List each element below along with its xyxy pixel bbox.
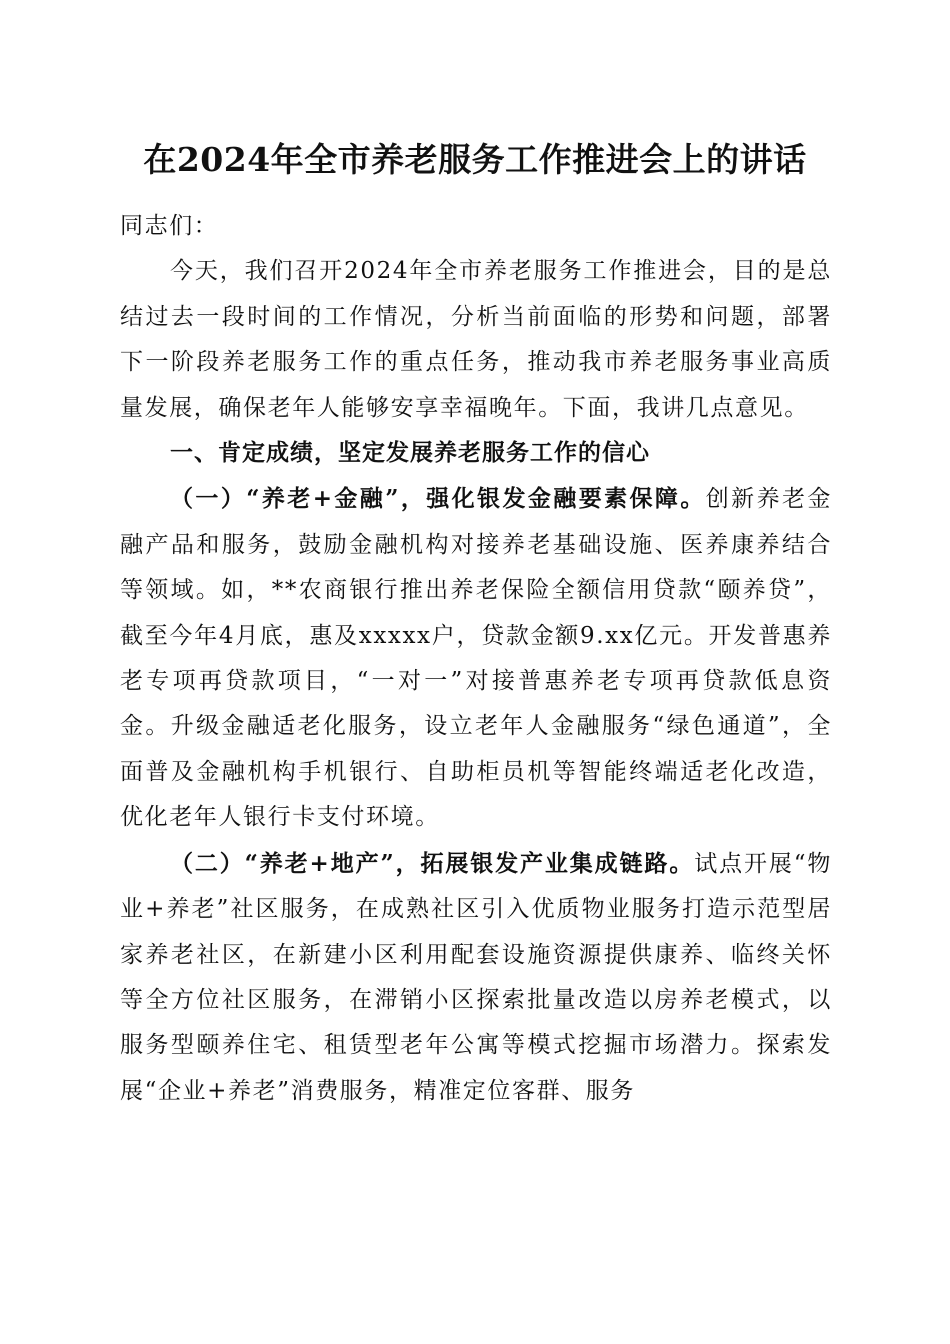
- document-body: [120, 204, 832, 1114]
- salutation: 同志们：: [120, 213, 219, 239]
- intro-paragraph: 今天，我们召开2024年全市养老服务工作推进会，目的是总结过去一段时间的工作情况，分析当前面临的形势和问题，部署下一阶段养老服务工作的重点任务，推动我市养老服务事业高质量发展，确保老年人能够安享幸福晚年。下面，我讲几点意见。: [120, 258, 832, 421]
- item-text-1: 创新养老金融产品和服务，鼓励金融机构对接养老基础设施、医养康养结合等领域。如，**农商银行推出养老保险全额信用贷款“颐养贷”，截至今年4月底，惠及xxxxx户，贷款金额9.xx亿元。开发普惠养老专项再贷款项目，“一对一”对接普惠养老专项再贷款低息资金。升级金融适老化服务，设立老年人金融服务“绿色通道”，全面普及金融机构手机银行、自助柜员机等智能终端适老化改造，优化老年人银行卡支付环境。: [120, 486, 833, 831]
- item-lead-2: （二）“养老+地产”，拓展银发产业集成链路。: [170, 849, 695, 877]
- item-paragraph-1: [120, 476, 832, 840]
- item-paragraph-2: [120, 841, 832, 1114]
- item-text-2: 试点开展“物业+养老”社区服务，在成熟社区引入优质物业服务打造示范型居家养老社区，在新建小区利用配套设施资源提供康养、临终关怀等全方位社区服务，在滞销小区探索批量改造以房养老模式，以服务型颐养住宅、租赁型老年公寓等模式挖掘市场潜力。探索发展“企业+养老”消费服务，精准定位客群、服务: [120, 850, 833, 1104]
- section-heading-1: 一、肯定成绩，坚定发展养老服务工作的信心: [170, 440, 650, 467]
- item-lead-1: （一）“养老+金融”，强化银发金融要素保障。: [170, 485, 706, 513]
- document-title: 在2024年全市养老服务工作推进会上的讲话: [143, 140, 807, 179]
